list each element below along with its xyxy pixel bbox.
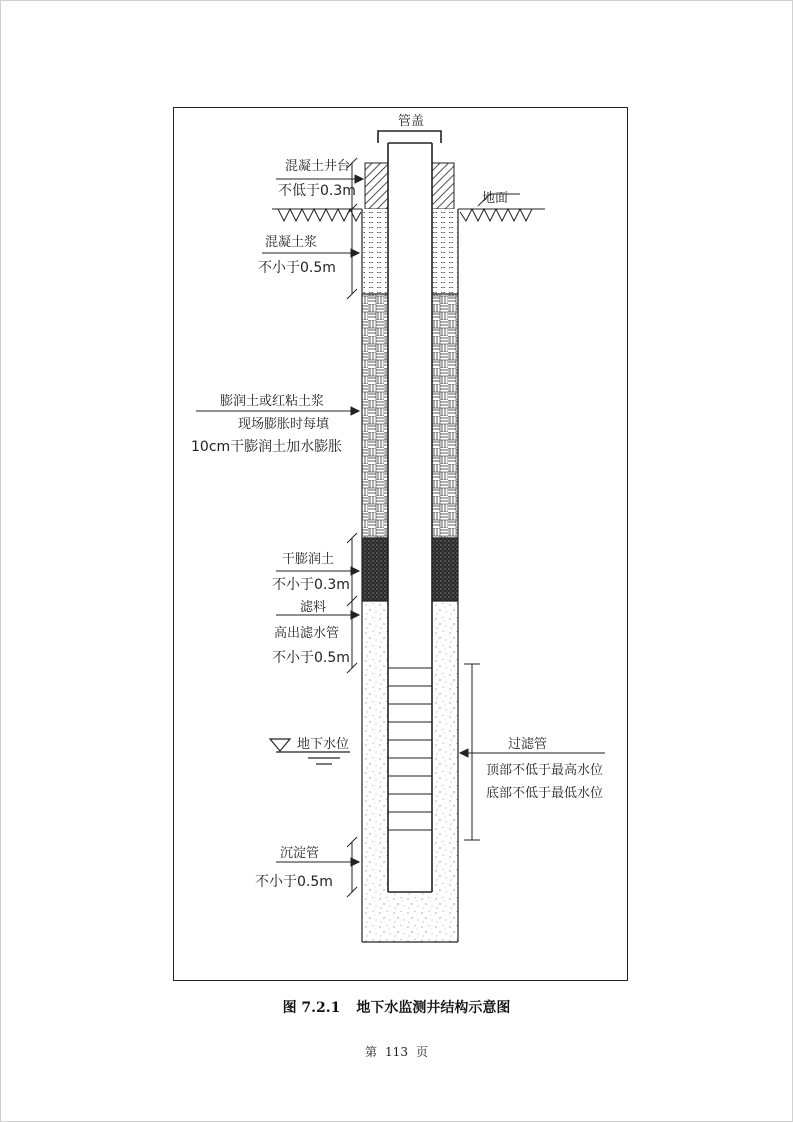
label-filter-pipe-bottom: 底部不低于最低水位 [486,786,604,801]
pipe-cap-bracket [378,131,441,143]
bentonite-layer-right [432,294,458,538]
label-dry-bentonite-spec: 不小于0.3m [272,577,350,593]
dry-bentonite-left [362,538,388,601]
figure-number: 图 7.2.1 [282,1000,341,1016]
label-concrete-platform: 混凝土井台 [285,159,351,174]
label-sediment-pipe: 沉淀管 [280,846,320,861]
label-bentonite-line3: 10cm干膨润土加水膨胀 [191,439,343,455]
filter-pipe-span [460,664,605,840]
label-sediment-pipe-spec: 不小于0.5m [255,874,333,890]
label-concrete-slurry-spec: 不小于0.5m [258,260,336,276]
label-pipe-cap: 管盖 [397,114,425,129]
label-filter-pipe-top: 顶部不低于最高水位 [486,763,604,778]
well-pipe [388,143,432,892]
dry-bentonite-right [432,538,458,601]
label-filter-material-spec2: 不小于0.5m [272,650,350,666]
page-number [0,1043,793,1060]
label-bentonite-line1: 膨润土或红粘土浆 [220,394,325,409]
page-prefix: 第 [365,1045,378,1059]
page-suffix: 页 [415,1045,428,1059]
label-concrete-slurry: 混凝土浆 [265,235,318,250]
label-concrete-platform-spec: 不低于0.3m [278,183,356,199]
figure-title: 地下水监测井结构示意图 [356,1000,511,1016]
label-filter-material-spec1: 高出滤水管 [274,626,340,641]
label-filter-pipe: 过滤管 [508,737,548,752]
concrete-platform-left [365,163,388,209]
label-bentonite-line2: 现场膨胀时每填 [238,417,330,432]
concrete-slurry-right [432,209,458,294]
dimension-marks [347,158,357,897]
figure-caption [0,997,793,1017]
bentonite-layer-left [362,294,388,538]
filter-pipe-slots [388,668,432,830]
concrete-slurry-left [362,209,388,294]
filter-material [362,601,458,942]
concrete-platform-right [432,163,454,209]
left-leaders [196,175,363,866]
label-groundwater-level: 地下水位 [297,737,350,752]
label-filter-material: 滤料 [300,600,327,615]
page-number-value: 113 [385,1045,408,1059]
label-dry-bentonite: 干膨润土 [282,552,335,567]
label-ground: 地面 [482,191,509,206]
